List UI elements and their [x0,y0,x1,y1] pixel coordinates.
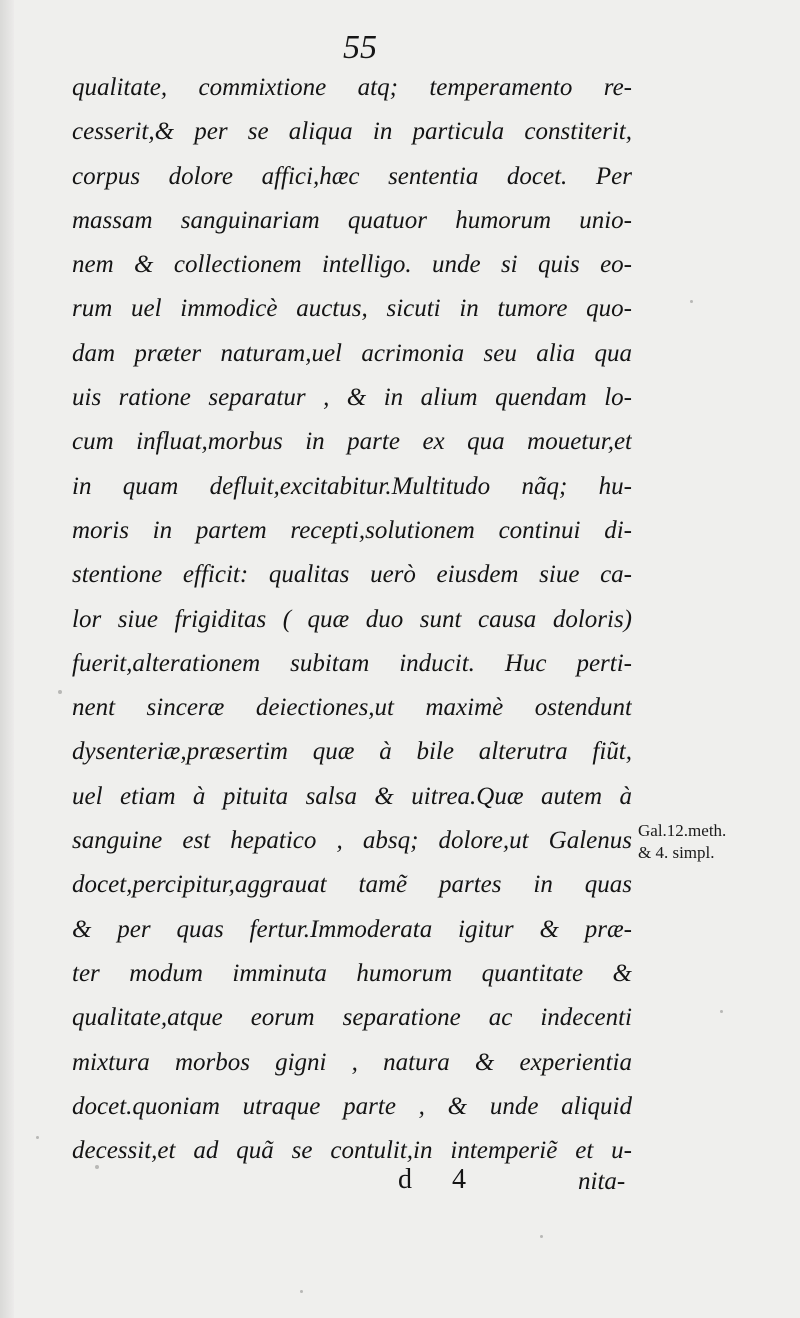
text-line: docet,percipitur,aggrauat tamẽ partes in quas [72,871,632,899]
text-line: mixtura morbos gigni , natura & experientia [72,1048,632,1076]
text-line: massam sanguinariam quatuor humorum unio- [72,206,632,234]
text-line: rum uel immodicè auctus, sicuti in tumore quo- [72,295,632,323]
text-line: uis ratione separatur , & in alium quendam lo- [72,384,632,412]
text-line: in quam defluit,excitabitur.Multitudo nãq; hu- [72,472,632,500]
text-line: docet.quoniam utraque parte , & unde aliquid [72,1092,632,1120]
text-line: qualitate, commixtione atq; temperamento re- [72,74,632,101]
body-text [72,66,632,1173]
signature-letter: d [398,1164,412,1195]
text-line: sanguine est hepatico , absq; dolore,ut Galenus [72,827,632,855]
text-line: nem & collectionem intelligo. unde si quis eo- [72,251,632,279]
signature-mark [398,1160,466,1200]
text-line: qualitate,atque eorum separatione ac indecenti [72,1004,632,1032]
text-line: dam præter naturam,uel acrimonia seu alia qua [72,339,632,367]
text-line: moris in partem recepti,solutionem continui di- [72,516,632,544]
paper-speckle [540,1235,543,1238]
text-line: cesserit,& per se aliqua in particula constiterit, [72,118,632,146]
text-line: uel etiam à pituita salsa & uitrea.Quæ autem à [72,782,632,810]
paper-speckle [690,300,693,303]
text-line: dysenteriæ,præsertim quæ à bile alterutra fiũt, [72,738,632,766]
page-number: 55 [343,29,377,66]
paper-speckle [720,1010,723,1013]
catchword: nita- [578,1168,626,1195]
marginal-note-line: & 4. simpl. [638,843,715,862]
page-gutter [0,0,14,1318]
text-line: lor siue frigiditas ( quæ duo sunt causa doloris) [72,605,632,633]
text-line: cum influat,morbus in parte ex qua mouetur,et [72,428,632,456]
paper-speckle [300,1290,303,1293]
marginal-note [638,820,796,864]
paper-speckle [36,1136,39,1139]
text-line: decessit,et ad quã se contulit,in intemperiẽ et u- [72,1137,632,1165]
text-line: & per quas fertur.Immoderata igitur & præ- [72,915,632,943]
paper-speckle [58,690,62,694]
text-line: fuerit,alterationem subitam inducit. Huc perti- [72,649,632,677]
text-line: ter modum imminuta humorum quantitate & [72,959,632,987]
marginal-note-line: Gal.12.meth. [638,821,727,840]
text-line: nent sinceræ deiectiones,ut maximè ostendunt [72,694,632,722]
text-line: corpus dolore affici,hæc sententia docet. Per [72,162,632,190]
text-line: stentione efficit: qualitas uerò eiusdem siue ca- [72,561,632,589]
signature-number: 4 [452,1164,466,1195]
